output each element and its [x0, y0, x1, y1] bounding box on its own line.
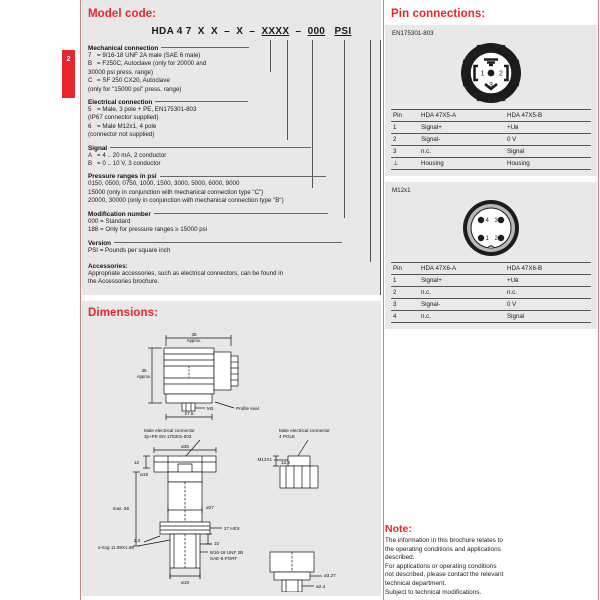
code-unit: PSI	[334, 26, 352, 37]
code-zeros: 000	[307, 26, 326, 37]
cell-pin: 4	[391, 311, 419, 323]
leader-line	[155, 101, 248, 102]
note-block	[385, 523, 597, 597]
cell-a: n.c.	[419, 146, 505, 158]
option-row	[88, 77, 375, 85]
connector-label: M12x1	[392, 187, 411, 194]
cell-pin: 3	[391, 146, 419, 158]
dim-profile-seal: Profile seal	[236, 405, 259, 411]
model-code-title: Model code:	[88, 8, 157, 20]
rule-middle	[383, 0, 384, 600]
pin-mark-4: 4	[485, 218, 489, 224]
leader-line	[161, 47, 249, 48]
option-row-cont	[88, 114, 375, 122]
pin-connections-title: Pin connections:	[391, 8, 486, 20]
note-title: Note:	[385, 523, 412, 535]
col-variant-b: HDA 47X6-B	[505, 263, 591, 275]
margin-tab	[62, 50, 75, 98]
option-text: 9/16-18 UNF 2A male (SAE 6 male)	[102, 52, 201, 59]
connector-diagram-m12	[391, 196, 591, 262]
model-code-panel	[82, 0, 381, 295]
model-code-block	[82, 25, 381, 295]
code-x3: X	[236, 26, 244, 37]
pin-mark-3: 3	[494, 218, 498, 224]
table-row	[391, 299, 591, 311]
option-key: 7	[88, 52, 92, 59]
group-heading-text: Electrical connection	[88, 99, 153, 107]
pin-mark-2: 2	[499, 70, 503, 78]
option-text: Male M12x1, 4 pole	[102, 122, 157, 130]
option-row-cont	[88, 86, 375, 94]
group-version	[88, 240, 375, 255]
dimensions-svg	[82, 324, 381, 592]
connector-label: EN175301-803	[392, 30, 434, 37]
dim-max56: max. 56	[112, 505, 129, 511]
note-line: Subject to technical modifications.	[385, 588, 482, 596]
pin-dot-1	[478, 235, 484, 241]
group-heading	[88, 173, 375, 180]
modification-line: 188 = Only for pressure ranges ≥ 15000 psi	[88, 226, 208, 234]
rule-left	[80, 0, 81, 600]
group-heading	[88, 240, 375, 247]
group-modification-number	[88, 211, 375, 235]
group-heading	[88, 145, 375, 152]
left-column	[82, 0, 381, 596]
option-eq: =	[97, 151, 101, 159]
cell-a: Signal-	[419, 299, 505, 311]
code-dash2: –	[249, 26, 256, 37]
pressure-line: 20000, 30000 (only in conjunction with mechanical connection type "B")	[88, 197, 284, 205]
dim-2-3: 2.3	[133, 537, 140, 543]
leader-line	[160, 176, 326, 177]
pin-dot-4	[478, 217, 484, 223]
option-row	[88, 60, 375, 68]
dim-d24: ø2.4	[316, 583, 326, 589]
din-connector-icon	[458, 41, 524, 105]
right-column	[385, 0, 597, 329]
option-row	[88, 106, 375, 114]
pressure-line: 15000 (only in conjunction with mechanical connection type "C")	[88, 188, 264, 196]
dimensions-panel	[82, 301, 381, 596]
pin-table-47x6	[391, 262, 591, 323]
dim-12: 12	[133, 459, 139, 465]
rule-right	[598, 0, 599, 600]
cell-a: n.c.	[419, 287, 505, 299]
pin-block-m12x1	[385, 182, 597, 329]
group-mechanical-connection	[88, 45, 375, 94]
table-row	[391, 146, 591, 158]
dim-approx-width: 35	[191, 331, 197, 337]
leader-line	[154, 213, 328, 214]
dimensions-drawing	[82, 324, 381, 592]
cell-pin: 1	[391, 275, 419, 287]
col-variant-b: HDA 47X5-B	[505, 110, 591, 122]
option-text: (connector not supplied)	[88, 131, 155, 139]
col-variant-a: HDA 47X5-A	[419, 110, 505, 122]
pin-table-47x5	[391, 109, 591, 170]
note-body	[385, 537, 597, 597]
cell-a: Signal-	[419, 134, 505, 146]
cell-a: Signal+	[419, 122, 505, 134]
dim-port-2: SAE-6 PORT	[210, 555, 238, 561]
cell-pin: 2	[391, 134, 419, 146]
option-key: B	[88, 60, 93, 68]
group-heading-text: Pressure ranges in psi	[88, 173, 157, 181]
option-key: 5	[88, 106, 92, 114]
option-row	[88, 152, 375, 160]
cell-pin: 1	[391, 122, 419, 134]
group-heading-text: Version	[88, 239, 112, 247]
option-text: (IP67 connector supplied)	[88, 114, 159, 122]
option-row-cont	[88, 69, 375, 77]
option-text: SF 250 CX20, Autoclave	[102, 77, 170, 85]
table-row	[391, 122, 591, 134]
cell-pin: ⊥	[391, 158, 419, 170]
note-line: The information in this brochure relates to	[385, 537, 503, 544]
m12-connector-icon	[461, 198, 521, 258]
stem-version	[380, 40, 381, 295]
group-heading-text: Signal	[88, 144, 108, 152]
code-x2: X	[210, 26, 218, 37]
table-row	[391, 275, 591, 287]
cell-b: Signal	[505, 146, 591, 158]
option-eq: =	[97, 60, 101, 68]
cell-b: +Uв	[505, 275, 591, 287]
group-heading	[88, 45, 375, 52]
group-pressure-ranges	[88, 173, 375, 205]
pin-mark-2: 2	[494, 236, 498, 242]
cell-b: 0 V	[505, 134, 591, 146]
group-heading	[88, 99, 375, 106]
pin-mark-1: 1	[480, 70, 485, 78]
model-code-string	[128, 25, 375, 40]
table-row	[391, 311, 591, 323]
dim-d35: ø35	[181, 443, 189, 449]
option-key: C	[88, 77, 93, 85]
table-row	[391, 134, 591, 146]
option-text: 0 .. 10 V, 3 conductor	[102, 160, 161, 168]
note-line: not described, please contact the relevant	[385, 571, 504, 579]
dimensions-title: Dimensions:	[88, 306, 159, 319]
modification-line: 000 = Standard	[88, 217, 131, 225]
connector-diagram-din	[391, 39, 591, 109]
table-row	[391, 158, 591, 170]
col-variant-a: HDA 47X6-A	[419, 263, 505, 275]
accessories-line: the Accessories brochure.	[88, 278, 160, 286]
group-electrical-connection	[88, 99, 375, 140]
cell-b: Housing	[505, 158, 591, 170]
pressure-line: 0150, 0500, 0750, 1000, 1500, 3000, 5000, 6000, 9000	[88, 180, 240, 188]
option-text: 4 .. 20 mA, 2 conductor	[102, 151, 167, 159]
dim-approx-width-note: Approx.	[186, 337, 202, 343]
note-line: technical department.	[385, 579, 447, 587]
dim-d327: ø3.27	[324, 572, 336, 578]
cell-a: Housing	[419, 158, 505, 170]
code-xxxx: XXXX	[261, 26, 290, 37]
option-text: F250C, Autoclave (only for 20000 and	[102, 60, 207, 68]
option-eq: =	[97, 52, 101, 59]
code-prefix: HDA 4 7	[151, 26, 192, 37]
table-header-row	[391, 263, 591, 275]
dim-d19: ø19	[140, 471, 148, 477]
option-key: A	[88, 151, 93, 159]
pin-block-en175301	[385, 25, 597, 176]
cell-a: Signal+	[419, 275, 505, 287]
note-line: the operating conditions and applications	[385, 545, 501, 553]
accessories-line: Appropriate accessories, such as electrical connectors, can be found in	[88, 269, 284, 277]
cell-pin: 3	[391, 299, 419, 311]
dim-10: 10	[214, 540, 220, 546]
code-x1: X	[197, 26, 205, 37]
accessories-heading: Accessories:	[88, 262, 128, 270]
option-text: (only for "15000 psi" press. range)	[88, 85, 182, 93]
leader-line	[114, 242, 342, 243]
dim-m3: M3	[207, 405, 214, 411]
col-pin: Pin	[391, 110, 419, 122]
option-eq: =	[97, 160, 101, 168]
dim-bottom-width: 27.5	[184, 410, 194, 416]
cell-b: +Uв	[505, 122, 591, 134]
leader-line	[110, 147, 311, 148]
pin-mark-1: 1	[485, 236, 489, 242]
pin-dot-3	[498, 217, 504, 223]
dim-approx-height: 35	[141, 367, 147, 373]
col-pin: Pin	[391, 263, 419, 275]
pin-mark-3: 3	[489, 82, 493, 89]
cell-pin: 2	[391, 287, 419, 299]
group-signal	[88, 145, 375, 169]
option-eq: =	[97, 77, 101, 85]
caption-left-connector-1: Male electrical connector	[144, 427, 195, 433]
option-eq: =	[97, 122, 101, 130]
dim-oring: o-ring 11.89X1.98	[97, 544, 134, 550]
option-text: 30000 psi press. range)	[88, 68, 154, 76]
version-line: PSI = Pounds per square inch	[88, 246, 171, 254]
dim-d27: ø27	[206, 504, 214, 510]
cell-b: Signal	[505, 311, 591, 323]
dim-m12x1: M12X1	[257, 456, 272, 462]
option-row	[88, 123, 375, 131]
option-row	[88, 160, 375, 168]
caption-left-connector-2: 3p+PE EN 175301-803	[144, 433, 192, 439]
option-text: Male, 3 pole + PE, EN175301-803	[102, 106, 197, 114]
dim-12-3: 12.3	[281, 459, 290, 465]
caption-right-connector-2: 4 POLE	[279, 433, 296, 439]
dim-approx-height-note: Approx.	[136, 373, 152, 379]
option-row-cont	[88, 131, 375, 139]
dim-d19-bottom: ø19	[181, 579, 189, 585]
group-heading-text: Modification number	[88, 210, 151, 218]
note-line: described.	[385, 554, 415, 562]
margin-tab-number: 2	[66, 56, 71, 63]
code-dash3: –	[295, 26, 302, 37]
pin-dot-2	[498, 235, 504, 241]
option-key: B	[88, 160, 93, 168]
cell-a: n.c.	[419, 311, 505, 323]
option-key: 6	[88, 122, 92, 130]
cell-b: 0 V	[505, 299, 591, 311]
option-eq: =	[97, 106, 101, 114]
note-line: For applications or operating conditions	[385, 562, 497, 570]
table-header-row	[391, 110, 591, 122]
table-row	[391, 287, 591, 299]
option-row	[88, 52, 375, 60]
dim-27hex: 27 HEX	[224, 525, 240, 531]
caption-right-connector-1: Male electrical connector	[279, 427, 330, 433]
dim-port-1: 9/16-18 UNF 2B	[210, 549, 244, 555]
group-heading-text: Mechanical connection	[88, 45, 159, 52]
cell-b: n.c.	[505, 287, 591, 299]
code-dash1: –	[224, 26, 231, 37]
group-heading	[88, 211, 375, 218]
